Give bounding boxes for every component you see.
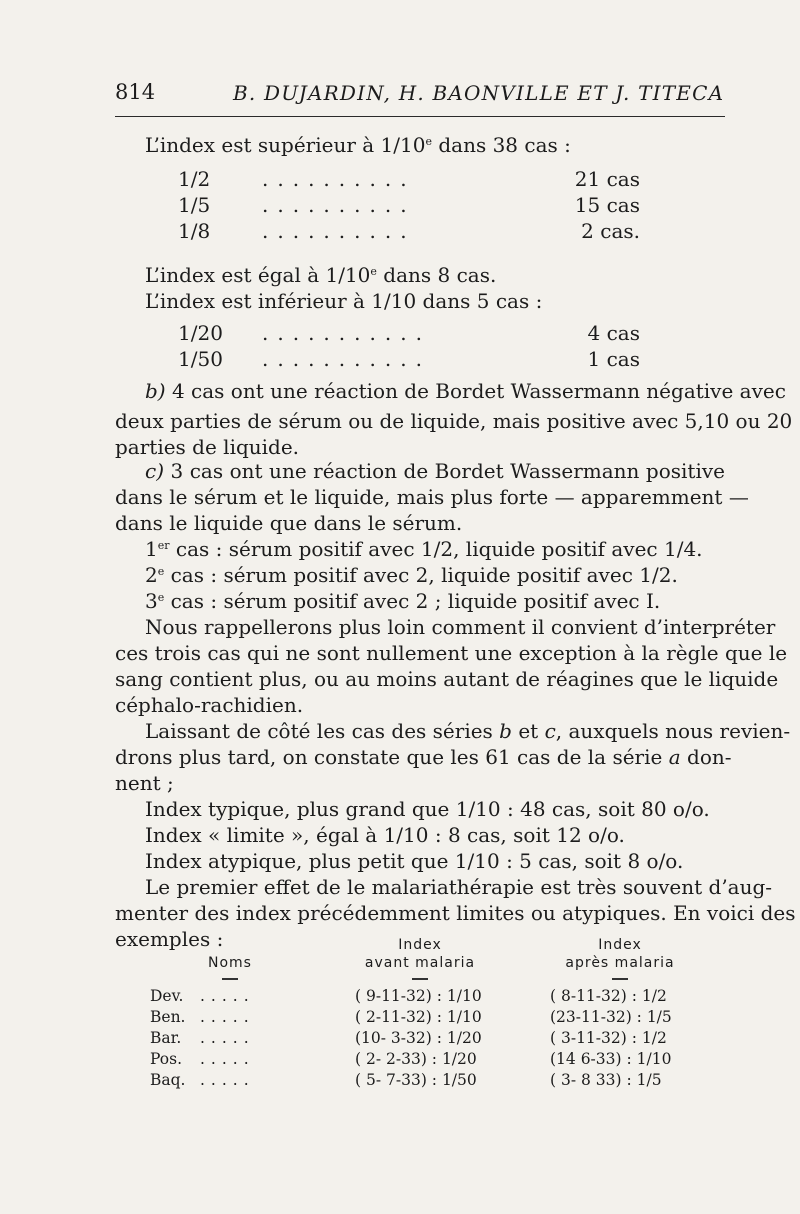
table-row-name: Dev. [150,987,184,1005]
index-line: Index atypique, plus petit que 1/10 : 5 cas, soit 8 o/o. [145,849,684,873]
para-rappel-line: sang contient plus, ou au moins autant de réagines que le liquide [115,667,779,691]
column-header-after-title: Index [598,937,642,953]
intro-inferieur: L’index est inférieur à 1/10 dans 5 cas : [145,289,543,313]
table-row-before: ( 5- 7-33) : 1/50 [355,1071,477,1089]
index-line: Index « limite », égal à 1/10 : 8 cas, soit 12 o/o. [145,823,625,847]
table-row-name: Ben. [150,1008,186,1026]
para-effet-line: Le premier effet de le malariathérapie est très souvent d’aug- [145,875,773,899]
table-row-dots: ..... [200,987,255,1005]
ratio-label: 1/50 [178,347,223,371]
header-dash [412,978,428,980]
para-rappel-line: céphalo-rachidien. [115,693,304,717]
table-row-before: ( 2-11-32) : 1/10 [355,1008,482,1026]
table-row-name: Baq. [150,1071,186,1089]
column-header-before-title: Index [398,937,442,953]
table-row-name: Bar. [150,1029,182,1047]
leader-dots: ........... [262,347,431,371]
table-row-before: ( 2- 2-33) : 1/20 [355,1050,477,1068]
para-laissant-line: drons plus tard, on constate que les 61 cas de la série a don- [115,745,732,769]
para-b-line: deux parties de sérum ou de liquide, mais positive avec 5,10 ou 20 [115,409,793,433]
header-dash [222,978,238,980]
table-row-after: ( 3- 8 33) : 1/5 [550,1071,662,1089]
column-header-before-subtitle: avant malaria [364,955,476,971]
para-laissant-line: nent ; [115,771,174,795]
table-row-after: (14 6-33) : 1/10 [550,1050,672,1068]
case-line: 2e cas : sérum positif avec 2, liquide positif avec 1/2. [145,563,678,587]
header-dash [612,978,628,980]
leader-dots: .......... [262,219,416,243]
column-header-after-subtitle: après malaria [565,955,675,971]
ratio-count: 1 cas [587,347,640,371]
running-title: B. DUJARDIN, H. BAONVILLE ET J. TITECA [233,81,725,105]
table-row-dots: ..... [200,1029,255,1047]
table-row-before: (10- 3-32) : 1/20 [355,1029,482,1047]
para-rappel-line: Nous rappellerons plus loin comment il convient d’interpréter [145,615,776,639]
ratio-count: 2 cas. [581,219,640,243]
para-laissant-line: Laissant de côté les cas des séries b et c, auxquels nous revien- [145,719,791,743]
page-number: 814 [115,80,156,104]
ratio-count: 21 cas [574,167,640,191]
table-row-dots: ..... [200,1050,255,1068]
intro-egal: L’index est égal à 1/10e dans 8 cas. [145,263,497,287]
ratio-label: 1/20 [178,321,223,345]
ratio-label: 1/5 [178,193,211,217]
table-row-name: Pos. [150,1050,183,1068]
ratio-count: 4 cas [587,321,640,345]
column-header-noms: Noms [208,955,252,971]
para-effet-line: menter des index précédemment limites ou atypiques. En voici des [115,901,796,925]
para-rappel-line: ces trois cas qui ne sont nullement une exception à la règle que le [115,641,788,665]
para-b-line: parties de liquide. [115,435,300,459]
table-row-after: (23-11-32) : 1/5 [550,1008,672,1026]
leader-dots: .......... [262,193,416,217]
table-row-before: ( 9-11-32) : 1/10 [355,987,482,1005]
ratio-label: 1/8 [178,219,211,243]
ratio-count: 15 cas [574,193,640,217]
case-line: 3e cas : sérum positif avec 2 ; liquide positif avec I. [145,589,661,613]
para-b-line: b) 4 cas ont une réaction de Bordet Wassermann négative avec [145,379,786,403]
ratio-label: 1/2 [178,167,211,191]
index-line: Index typique, plus grand que 1/10 : 48 cas, soit 80 o/o. [145,797,710,821]
leader-dots: ........... [262,321,431,345]
para-c-line: dans le liquide que dans le sérum. [115,511,463,535]
case-line: 1er cas : sérum positif avec 1/2, liquide positif avec 1/4. [145,537,703,561]
leader-dots: .......... [262,167,416,191]
table-row-dots: ..... [200,1071,255,1089]
para-c-line: dans le sérum et le liquide, mais plus forte — apparemment — [115,485,749,509]
table-row-after: ( 8-11-32) : 1/2 [550,987,667,1005]
table-row-after: ( 3-11-32) : 1/2 [550,1029,667,1047]
page-header [115,80,725,117]
para-c-line: c) 3 cas ont une réaction de Bordet Wassermann positive [145,459,725,483]
intro-superieur: L’index est supérieur à 1/10e dans 38 cas : [145,133,571,157]
table-row-dots: ..... [200,1008,255,1026]
para-effet-line: exemples : [115,927,224,951]
